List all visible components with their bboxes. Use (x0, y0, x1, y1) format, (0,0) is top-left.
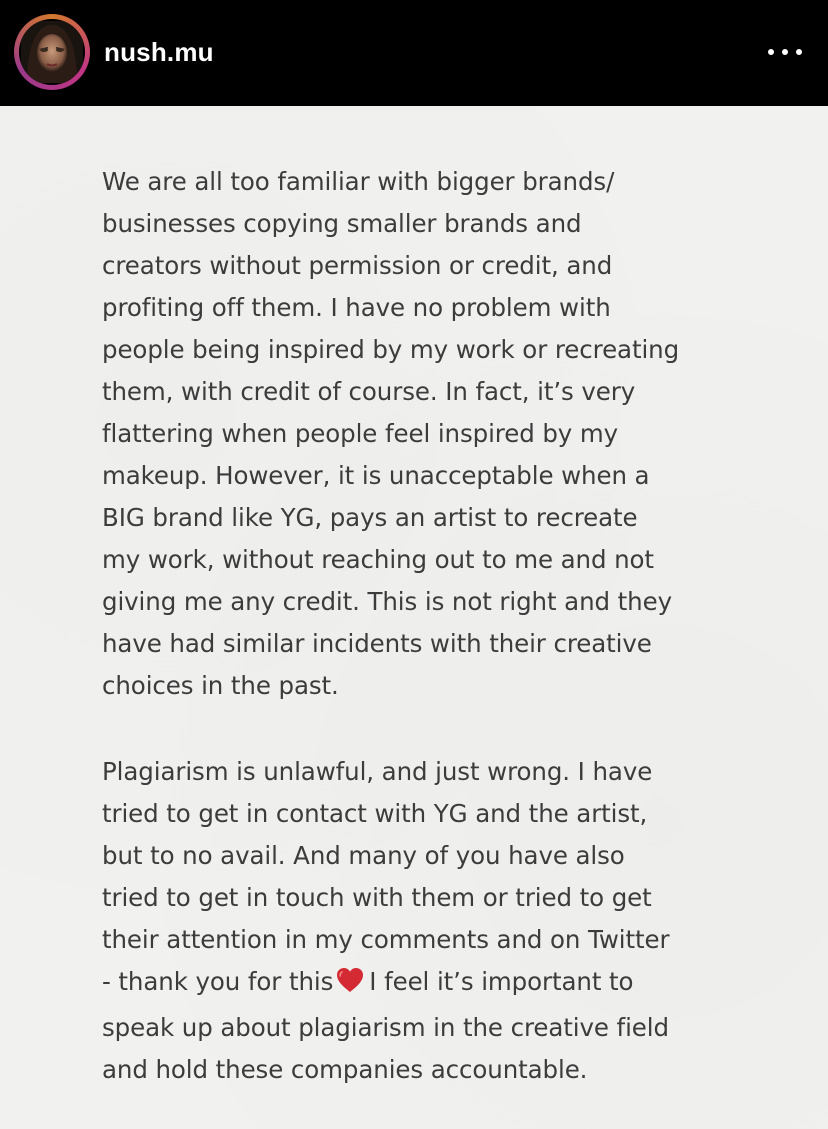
text-line: their attention in my comments and on Twitter (102, 925, 670, 954)
text-line: businesses copying smaller brands and (102, 209, 582, 238)
text-line: people being inspired by my work or recreating (102, 335, 680, 364)
post-image (0, 106, 828, 1129)
text-line: tried to get in touch with them or tried to get (102, 883, 652, 912)
post-header (0, 0, 828, 106)
username[interactable]: nush.mu (104, 37, 214, 67)
more-horizontal-icon (796, 49, 802, 55)
text-line: but to no avail. And many of you have also (102, 841, 625, 870)
more-options-button[interactable] (760, 38, 810, 66)
text-line: have had similar incidents with their creative (102, 629, 652, 658)
text-line: flattering when people feel inspired by my (102, 419, 619, 448)
text-line: profiting off them. I have no problem with (102, 293, 611, 322)
text-line: them, with credit of course. In fact, it’s very (102, 377, 636, 406)
text-line: makeup. However, it is unacceptable when a (102, 461, 650, 490)
avatar-story-ring[interactable] (14, 14, 90, 90)
text-line: my work, without reaching out to me and not (102, 545, 654, 574)
post-paragraph-1 (102, 161, 762, 707)
post-paragraph-2 (102, 751, 762, 1091)
more-horizontal-icon (782, 49, 788, 55)
text-line: giving me any credit. This is not right and they (102, 587, 672, 616)
red-heart-icon (335, 965, 365, 1007)
text-after-heart: I feel it’s important to (369, 967, 634, 996)
text-line: choices in the past. (102, 671, 339, 700)
text-line: Plagiarism is unlawful, and just wrong. I have (102, 757, 653, 786)
text-line: speak up about plagiarism in the creative field (102, 1013, 669, 1042)
more-horizontal-icon (768, 49, 774, 55)
profile-photo-icon (21, 21, 83, 83)
text-line: and hold these companies accountable. (102, 1055, 588, 1084)
text-line-with-heart (102, 961, 762, 1007)
text-line: We are all too familiar with bigger brands/ (102, 167, 615, 196)
avatar[interactable] (19, 19, 85, 85)
text-line: BIG brand like YG, pays an artist to recreate (102, 503, 638, 532)
text-before-heart: - thank you for this (102, 967, 334, 996)
text-line: tried to get in contact with YG and the artist, (102, 799, 648, 828)
text-line: creators without permission or credit, and (102, 251, 613, 280)
